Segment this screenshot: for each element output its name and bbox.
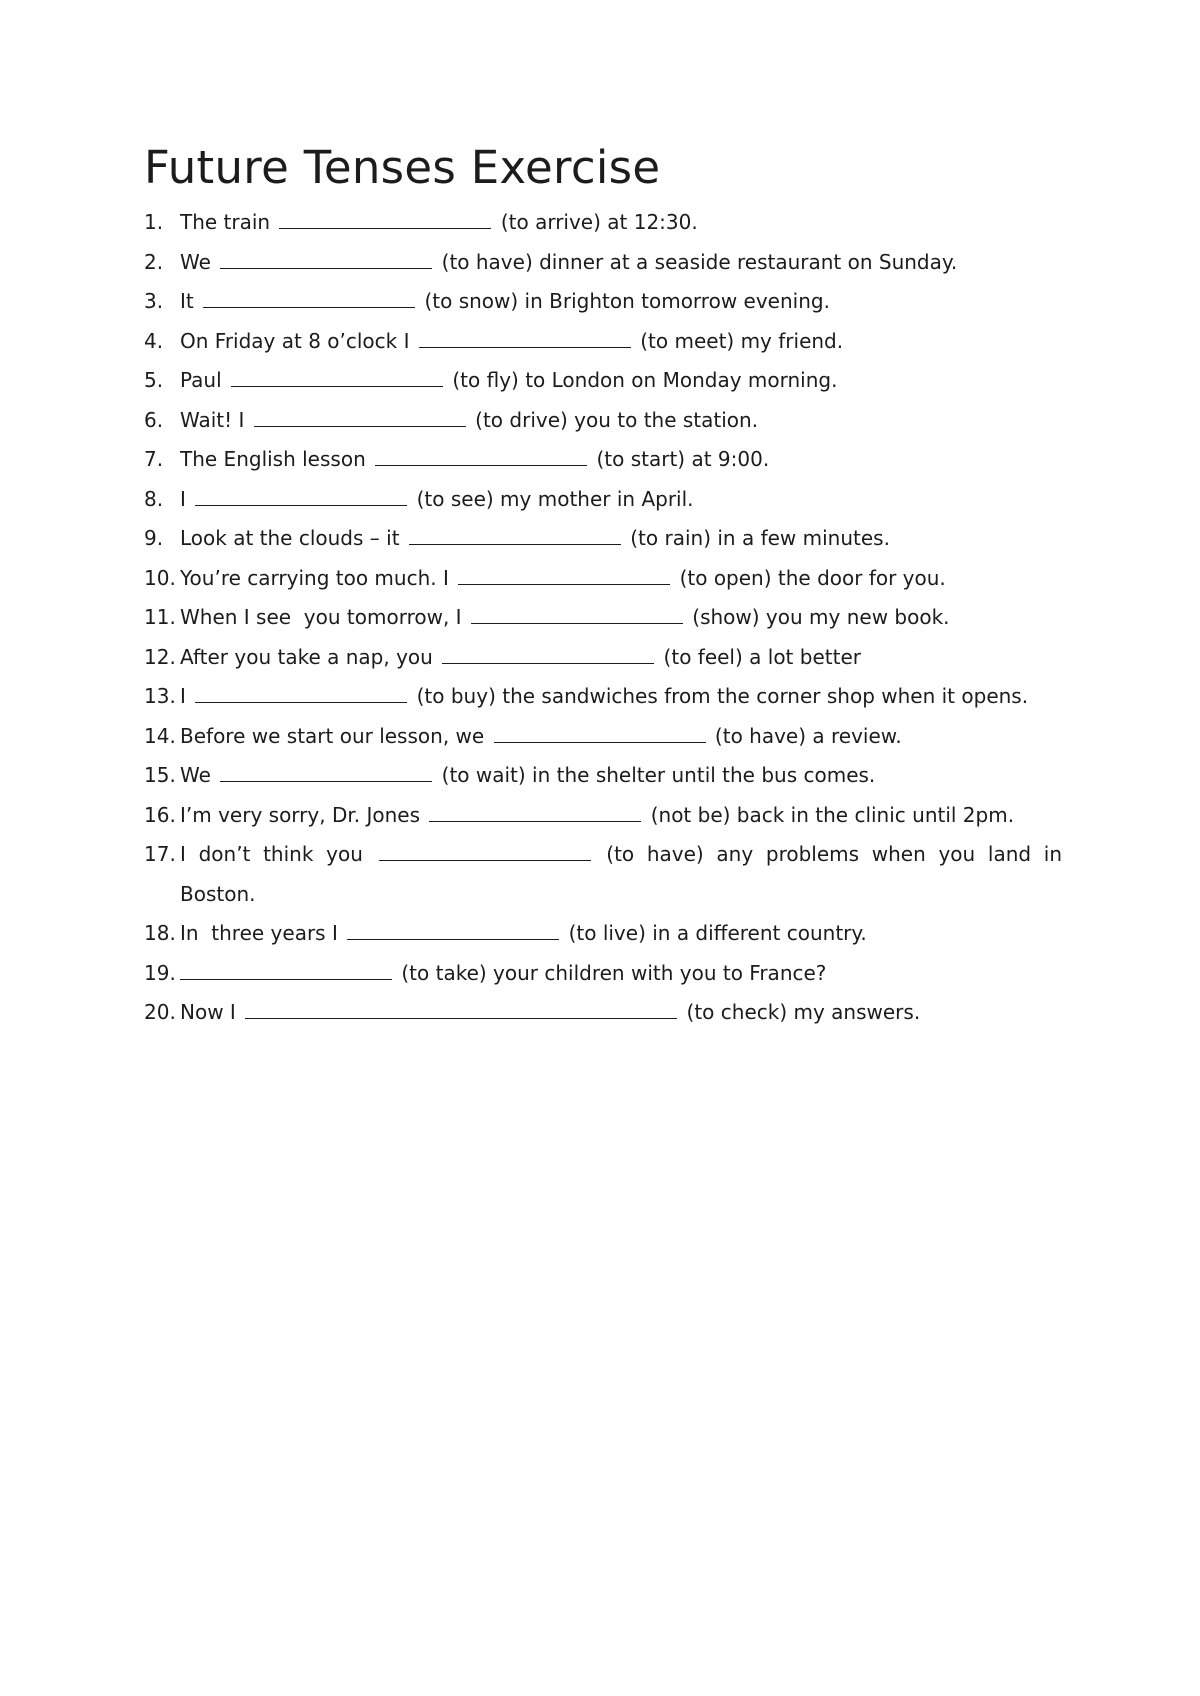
exercise-item-7: [144, 440, 1062, 480]
answer-blank[interactable]: [471, 599, 683, 624]
sentence-end: (to start) at 9:00.: [596, 447, 770, 471]
exercise-item-20: [144, 993, 1062, 1033]
item-number: 16.: [144, 802, 176, 827]
sentence-start: The train: [180, 210, 271, 234]
exercise-item-17: [144, 835, 1062, 914]
sentence-start: I’m very sorry, Dr. Jones: [180, 802, 420, 827]
exercise-item-13: [144, 677, 1062, 717]
item-number: 1.: [144, 210, 164, 234]
sentence-start: I: [180, 486, 186, 511]
sentence-end: (to have) a review.: [714, 723, 902, 748]
answer-blank[interactable]: [254, 402, 466, 427]
answer-blank[interactable]: [279, 204, 491, 229]
answer-blank[interactable]: [458, 560, 670, 585]
sentence-end: (to fly) to London on Monday morning.: [452, 368, 838, 392]
answer-blank[interactable]: [195, 678, 407, 703]
sentence-end: (to have) dinner at a seaside restaurant on Sunday.: [441, 249, 958, 274]
sentence-start: I: [180, 684, 186, 708]
sentence-start: We: [180, 763, 211, 787]
exercise-list: [144, 203, 1062, 1033]
sentence-end: (to buy) the sandwiches from the corner shop when it opens.: [416, 684, 1029, 708]
answer-blank[interactable]: [375, 441, 587, 466]
item-number: 20.: [144, 1000, 176, 1024]
exercise-item-3: [144, 282, 1062, 322]
answer-blank[interactable]: [220, 757, 432, 782]
exercise-item-14: [144, 717, 1062, 757]
sentence-end: (to wait) in the shelter until the bus comes.: [441, 763, 876, 787]
answer-blank[interactable]: [494, 718, 706, 743]
exercise-item-1: [144, 203, 1062, 243]
sentence-start: In three years I: [180, 921, 338, 945]
sentence-start: Look at the clouds – it: [180, 526, 400, 550]
sentence-end: (show) you my new book.: [692, 605, 950, 629]
answer-blank[interactable]: [347, 915, 559, 940]
sentence-end: (to open) the door for you.: [679, 565, 946, 590]
item-number: 8.: [144, 486, 164, 511]
item-number: 5.: [144, 368, 164, 392]
item-number: 18.: [144, 921, 176, 945]
sentence-end: (to take) your children with you to France?: [401, 960, 827, 985]
exercise-item-18: [144, 914, 1062, 954]
exercise-item-10: [144, 559, 1062, 599]
item-number: 4.: [144, 328, 164, 353]
sentence-start: We: [180, 249, 211, 274]
item-number: 10.: [144, 565, 176, 590]
sentence-start: Paul: [180, 368, 222, 392]
item-number: 14.: [144, 723, 176, 748]
item-number: 9.: [144, 526, 164, 550]
sentence-end: (to have) any problems when you land in Boston.: [180, 842, 1063, 906]
sentence-end: (not be) back in the clinic until 2pm.: [650, 802, 1015, 827]
sentence-start: The English lesson: [180, 447, 366, 471]
item-number: 7.: [144, 447, 164, 471]
answer-blank[interactable]: [379, 836, 591, 861]
sentence-end: (to feel) a lot better: [663, 644, 861, 669]
sentence-start: You’re carrying too much. I: [180, 565, 449, 590]
answer-blank[interactable]: [442, 639, 654, 664]
exercise-item-12: [144, 638, 1062, 678]
sentence-start: Before we start our lesson, we: [180, 723, 485, 748]
item-number: 11.: [144, 605, 176, 629]
exercise-item-9: [144, 519, 1062, 559]
page-title: Future Tenses Exercise: [144, 141, 661, 194]
sentence-end: (to check) my answers.: [686, 1000, 921, 1024]
sentence-end: (to drive) you to the station.: [475, 407, 759, 432]
exercise-item-6: [144, 401, 1062, 441]
sentence-end: (to snow) in Brighton tomorrow evening.: [424, 289, 830, 313]
sentence-end: (to rain) in a few minutes.: [630, 526, 890, 550]
sentence-start: After you take a nap, you: [180, 644, 433, 669]
sentence-end: (to see) my mother in April.: [416, 486, 694, 511]
sentence-end: (to arrive) at 12:30.: [500, 210, 698, 234]
item-number: 13.: [144, 684, 176, 708]
exercise-item-15: [144, 756, 1062, 796]
exercise-item-8: [144, 480, 1062, 520]
sentence-start: It: [180, 289, 194, 313]
answer-blank[interactable]: [429, 797, 641, 822]
item-number: 15.: [144, 763, 176, 787]
sentence-end: (to meet) my friend.: [640, 328, 844, 353]
item-number: 3.: [144, 289, 164, 313]
answer-blank[interactable]: [245, 994, 677, 1019]
item-number: 6.: [144, 407, 164, 432]
answer-blank[interactable]: [180, 955, 392, 980]
item-number: 12.: [144, 644, 176, 669]
answer-blank[interactable]: [195, 481, 407, 506]
exercise-item-4: [144, 322, 1062, 362]
answer-blank[interactable]: [419, 323, 631, 348]
sentence-start: When I see you tomorrow, I: [180, 605, 462, 629]
exercise-item-19: [144, 954, 1062, 994]
sentence-start: Now I: [180, 1000, 236, 1024]
answer-blank[interactable]: [231, 362, 443, 387]
sentence-end: (to live) in a different country.: [568, 921, 867, 945]
item-number: 17.: [144, 842, 176, 866]
exercise-item-5: [144, 361, 1062, 401]
exercise-item-11: [144, 598, 1062, 638]
answer-blank[interactable]: [409, 520, 621, 545]
sentence-start: On Friday at 8 o’clock I: [180, 328, 410, 353]
item-number: 2.: [144, 249, 164, 274]
answer-blank[interactable]: [220, 244, 432, 269]
item-number: 19.: [144, 960, 176, 985]
sentence-start: I don’t think you: [180, 842, 363, 866]
exercise-item-2: [144, 243, 1062, 283]
answer-blank[interactable]: [203, 283, 415, 308]
sentence-start: Wait! I: [180, 407, 245, 432]
exercise-item-16: [144, 796, 1062, 836]
